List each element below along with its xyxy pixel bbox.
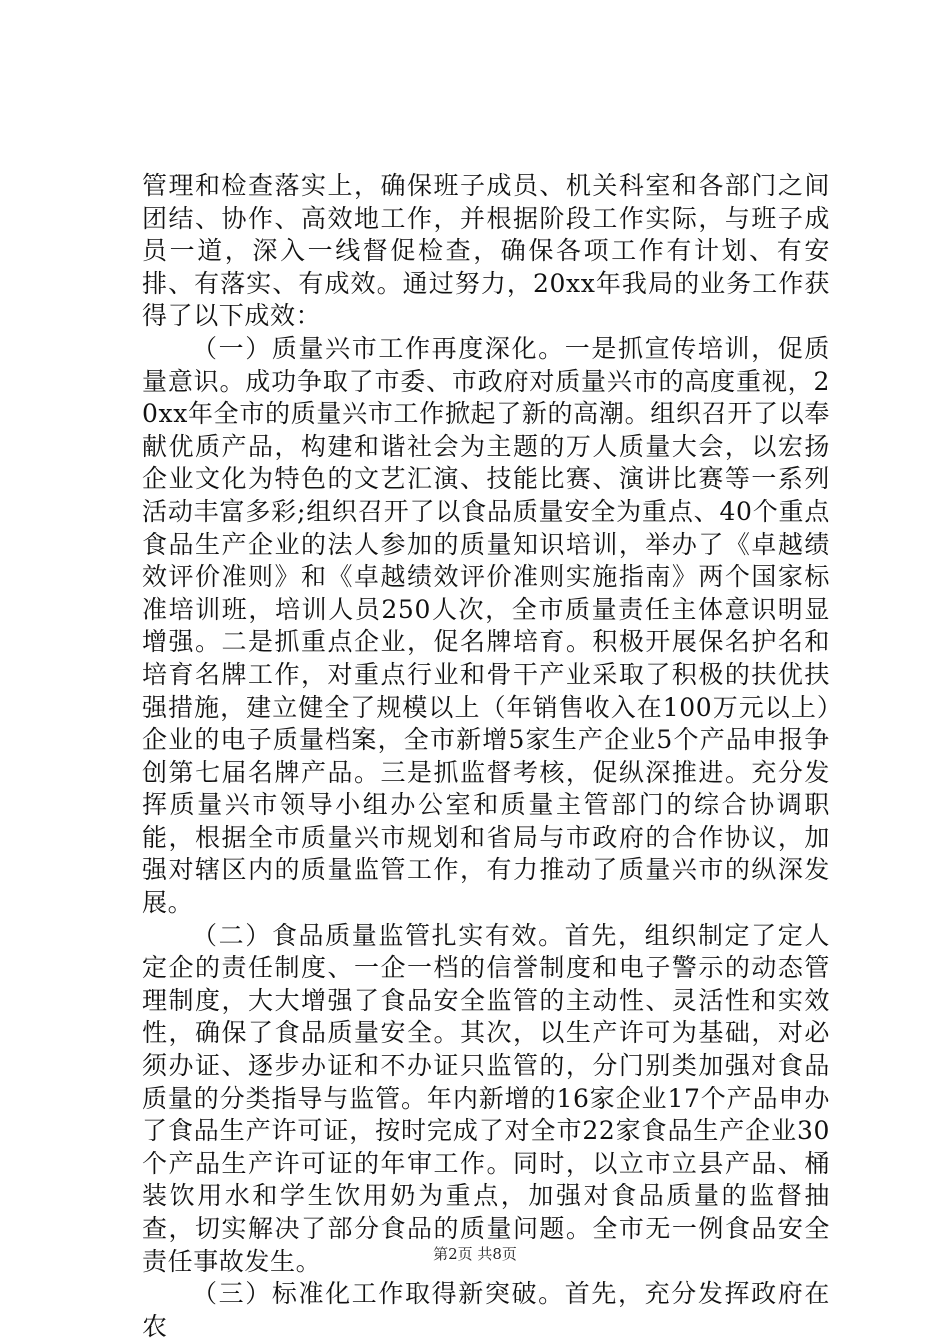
paragraph-section-1: （一）质量兴市工作再度深化。一是抓宣传培训，促质量意识。成功争取了市委、市政府对质量兴市的高度重视，20xx年全市的质量兴市工作掀起了新的高潮。组织召开了以奉献优质产品，构建和谐社会为主题的万人质量大会，以宏扬企业文化为特色的文艺汇演、技能比赛、演讲比赛等一系列活动丰富多彩;组织召开了以食品质量安全为重点、40个重点食品生产企业的法人参加的质量知识培训，举办了《卓越绩效评价准则》和《卓越绩效评价准则实施指南》两个国家标准培训班，培训人员250人次，全市质量责任主体意识明显增强。二是抓重点企业，促名牌培育。积极开展保名护名和培育名牌工作，对重点行业和骨干产业采取了积极的扶优扶强措施，建立健全了规模以上（年销售收入在100万元以上）企业的电子质量档案，全市新增5家生产企业5个产品申报争创第七届名牌产品。三是抓监督考核，促纵深推进。充分发挥质量兴市领导小组办公室和质量主管部门的综合协调职能，根据全市质量兴市规划和省局与市政府的合作协议，加强对辖区内的质量监管工作，有力推动了质量兴市的纵深发展。 — [142, 333, 830, 918]
paragraph-intro: 管理和检查落实上，确保班子成员、机关科室和各部门之间团结、协作、高效地工作，并根据阶段工作实际，与班子成员一道，深入一线督促检查，确保各项工作有计划、有安排、有落实、有成效。通过努力，20xx年我局的业务工作获得了以下成效： — [142, 171, 830, 331]
paragraph-section-2: （二）食品质量监管扎实有效。首先，组织制定了定人定企的责任制度、一企一档的信誉制度和电子警示的动态管理制度，大大增强了食品安全监管的主动性、灵活性和实效性，确保了食品质量安全。其次，以生产许可为基础，对必须办证、逐步办证和不办证只监管的，分门别类加强对食品质量的分类指导与监管。年内新增的16家企业17个产品申办了食品生产许可证，按时完成了对全市22家食品生产企业30个产品生产许可证的年审工作。同时，以立市立县产品、桶装饮用水和学生饮用奶为重点，加强对食品质量的监督抽查，切实解决了部分食品的质量问题。全市无一例食品安全责任事故发生。 — [142, 920, 830, 1276]
document-body — [142, 170, 830, 1343]
page-footer: 第2页 共8页 — [433, 1245, 517, 1263]
paragraph-section-3: （三）标准化工作取得新突破。首先，充分发挥政府在农 — [142, 1279, 830, 1341]
